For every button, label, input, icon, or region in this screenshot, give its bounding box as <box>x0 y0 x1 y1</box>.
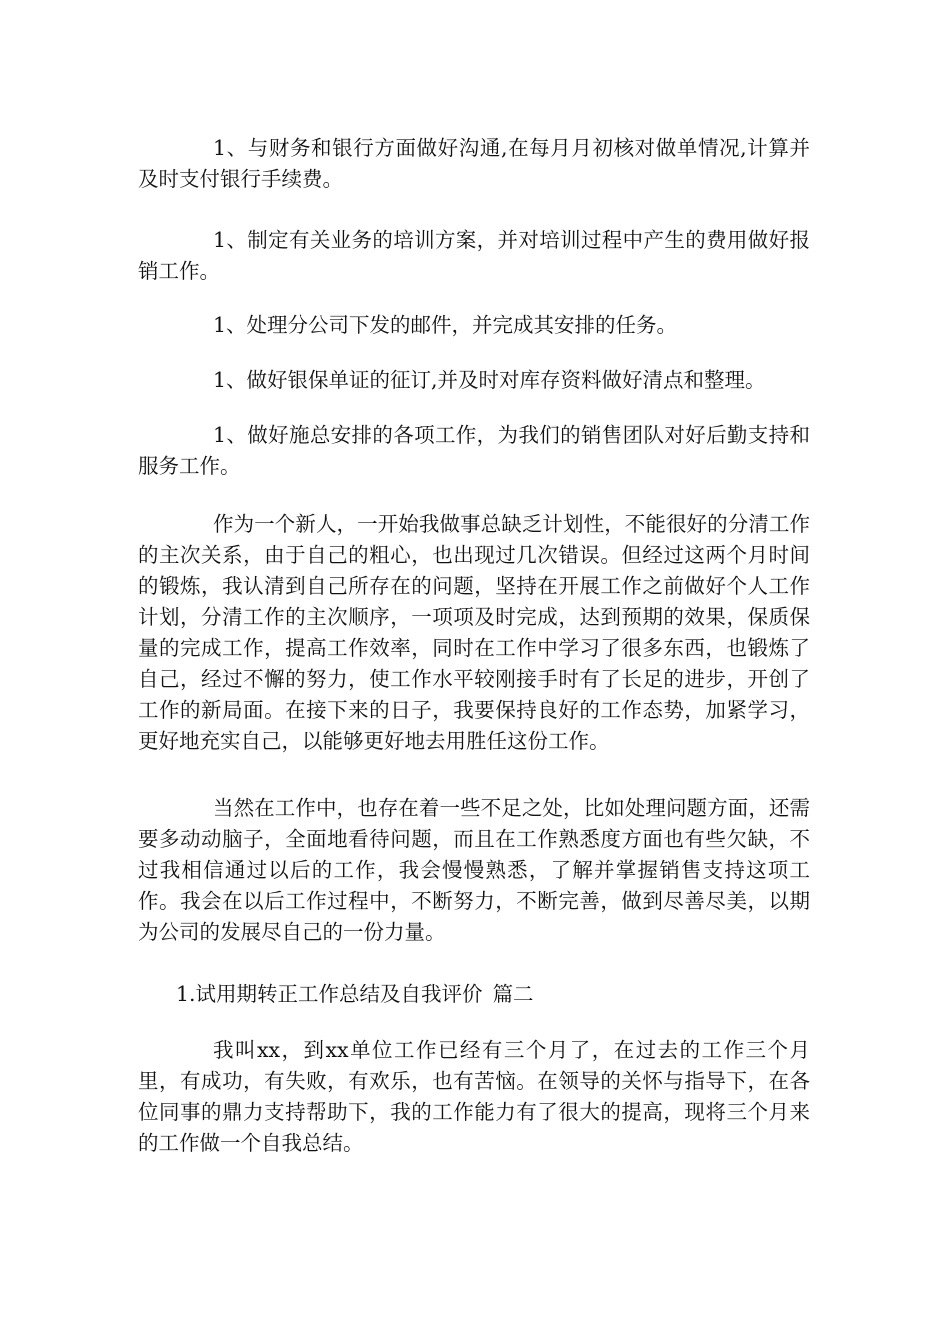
body-paragraph-self-reflection: 作为一个新人，一开始我做事总缺乏计划性，不能很好的分清工作的主次关系，由于自己的粗心，也出现过几次错误。但经过这两个月时间的锻炼，我认清到自己所存在的问题，坚持在开展工作之前做好个人工作计划，分清工作的主次顺序，一项项及时完成，达到预期的效果，保质保量的完成工作，提高工作效率，同时在工作中学习了很多东西，也锻炼了自己，经过不懈的努力，使工作水平较刚接手时有了长足的进步，开创了工作的新局面。在接下来的日子，我要保持良好的工作态势，加紧学习，更好地充实自己，以能够更好地去用胜任这份工作。 <box>138 512 810 753</box>
list-item-branch-mail: 1、处理分公司下发的邮件，并完成其安排的任务。 <box>213 313 678 337</box>
section-heading <box>176 979 534 1010</box>
body-paragraph-shortcomings: 当然在工作中，也存在着一些不足之处，比如处理问题方面，还需要多动动脑子，全面地看待问题，而且在工作熟悉度方面也有些欠缺，不过我相信通过以后的工作，我会慢慢熟悉，了解并掌握销售支持这项工作。我会在以后工作过程中，不断努力，不断完善，做到尽善尽美，以期为公司的发展尽自己的一份力量。 <box>138 796 810 944</box>
section-heading-suffix: 篇二 <box>492 982 534 1006</box>
list-item-training-plan: 1、制定有关业务的培训方案，并对培训过程中产生的费用做好报销工作。 <box>138 228 810 283</box>
body-paragraph-introduction: 我叫xx，到xx单位工作已经有三个月了，在过去的工作三个月里，有成功，有失败，有欢乐，也有苦恼。在领导的关怀与指导下，在各位同事的鼎力支持帮助下，我的工作能力有了很大的提高，现将三个月来的工作做一个自我总结。 <box>138 1038 810 1155</box>
section-heading-title: 1.试用期转正工作总结及自我评价 <box>176 982 483 1006</box>
list-item-document-inventory: 1、做好银保单证的征订,并及时对库存资料做好清点和整理。 <box>213 368 766 392</box>
list-item-bank-communication: 1、与财务和银行方面做好沟通,在每月月初核对做单情况,计算并及时支付银行手续费。 <box>138 136 810 191</box>
list-item-sales-support: 1、做好施总安排的各项工作，为我们的销售团队对好后勤支持和服务工作。 <box>138 423 810 478</box>
